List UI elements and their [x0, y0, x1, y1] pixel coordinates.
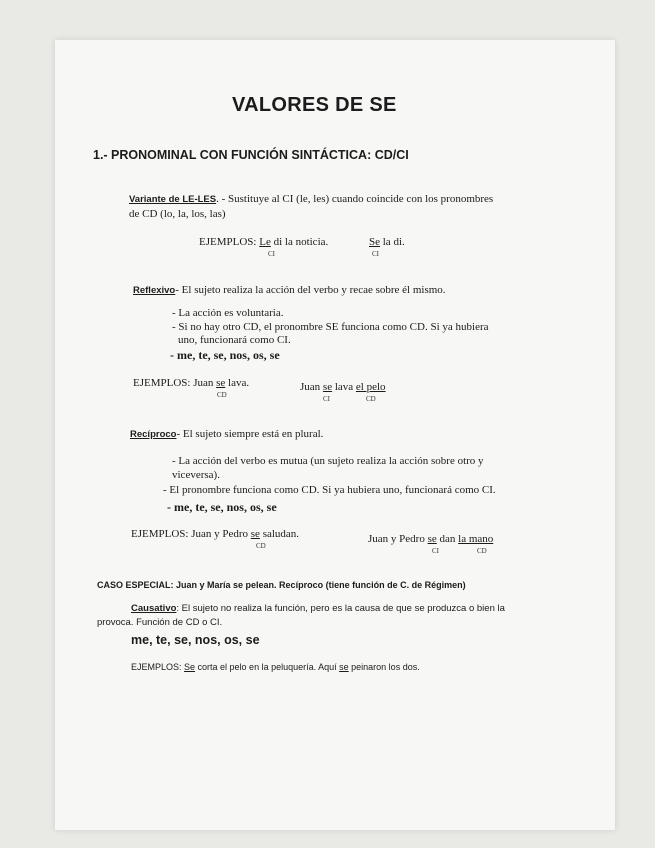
label-cd: CD [256, 542, 266, 550]
variante-paragraph-line1 [129, 193, 493, 205]
pronoun-se: se [216, 377, 226, 389]
variante-paragraph-line2: de CD (lo, la, los, las) [129, 208, 226, 220]
pronoun-se: se [250, 528, 260, 540]
reciproco-example-1: EJEMPLOS: Juan y Pedro se saludan. [131, 528, 300, 540]
causativo-example: EJEMPLOS: Se corta el pelo en la peluquería. Aquí se peinaron los dos. [131, 662, 420, 672]
causativo-pronouns: me, te, se, nos, os, se [131, 633, 260, 647]
causativo-label: Causativo [131, 603, 177, 614]
reciproco-bullet-1a: - La acción del verbo es mutua (un sujeto realiza la acción sobre otro y [172, 455, 484, 467]
variante-text: . - Sustituye al CI (le, les) cuando coincide con los pronombres [216, 193, 494, 205]
pronoun-se: Se [184, 662, 196, 672]
pronoun-se: se [339, 662, 349, 672]
reflexivo-example-1: EJEMPLOS: Juan se lava. [133, 377, 250, 389]
section-heading: 1.- PRONOMINAL CON FUNCIÓN SINTÁCTICA: CD/CI [93, 148, 409, 162]
caso-especial: CASO ESPECIAL: Juan y María se pelean. Recíproco (tiene función de C. de Régimen) [97, 580, 466, 590]
reflexivo-bullet-1: - La acción es voluntaria. [172, 307, 284, 319]
reflexivo-pronouns: - me, te, se, nos, os, se [170, 348, 280, 362]
reciproco-bullet-1b: viceversa). [172, 469, 220, 481]
reciproco-label: Recíproco [130, 429, 177, 440]
reflexivo-bullet-2a: - Si no hay otro CD, el pronombre SE funciona como CD. Si ya hubiera [172, 321, 489, 333]
causativo-paragraph-line2: provoca. Función de CD o CI. [97, 617, 223, 628]
label-ci: CI [432, 547, 439, 555]
label-cd: CD [477, 547, 487, 555]
reflexivo-example-2: Juan se lava el pelo [300, 381, 386, 393]
object-la-mano: la mano [458, 533, 494, 545]
variante-example-2: Se la di. [369, 236, 405, 248]
variante-label: Variante de LE-LES [129, 194, 217, 205]
variante-example-1: EJEMPLOS: Le di la noticia. [199, 236, 329, 248]
object-el-pelo: el pelo [355, 381, 386, 393]
pronoun-se: se [427, 533, 437, 545]
label-ci: CI [323, 395, 330, 403]
label-ci: CI [268, 250, 275, 258]
reciproco-pronouns: - me, te, se, nos, os, se [167, 500, 277, 514]
reflexivo-paragraph: Reflexivo- El sujeto realiza la acción del verbo y recae sobre él mismo. [133, 284, 446, 296]
reflexivo-label: Reflexivo [133, 285, 176, 296]
pronoun-se: se [322, 381, 333, 393]
label-cd: CD [217, 391, 227, 399]
label-cd: CD [366, 395, 376, 403]
pronoun-se: Se [369, 236, 380, 248]
label-ci: CI [372, 250, 379, 258]
reciproco-paragraph: Recíproco- El sujeto siempre está en plural. [130, 428, 324, 440]
page-title: VALORES DE SE [232, 94, 397, 116]
causativo-paragraph-line1: Causativo: El sujeto no realiza la función, pero es la causa de que se produzca o bien la [131, 603, 505, 614]
reciproco-example-2: Juan y Pedro se dan la mano [368, 533, 494, 545]
pronoun-le: Le [259, 236, 271, 248]
reciproco-bullet-2: - El pronombre funciona como CD. Si ya hubiera uno, funcionará como CI. [163, 484, 496, 496]
reflexivo-bullet-2b: uno, funcionará como CI. [178, 334, 291, 346]
